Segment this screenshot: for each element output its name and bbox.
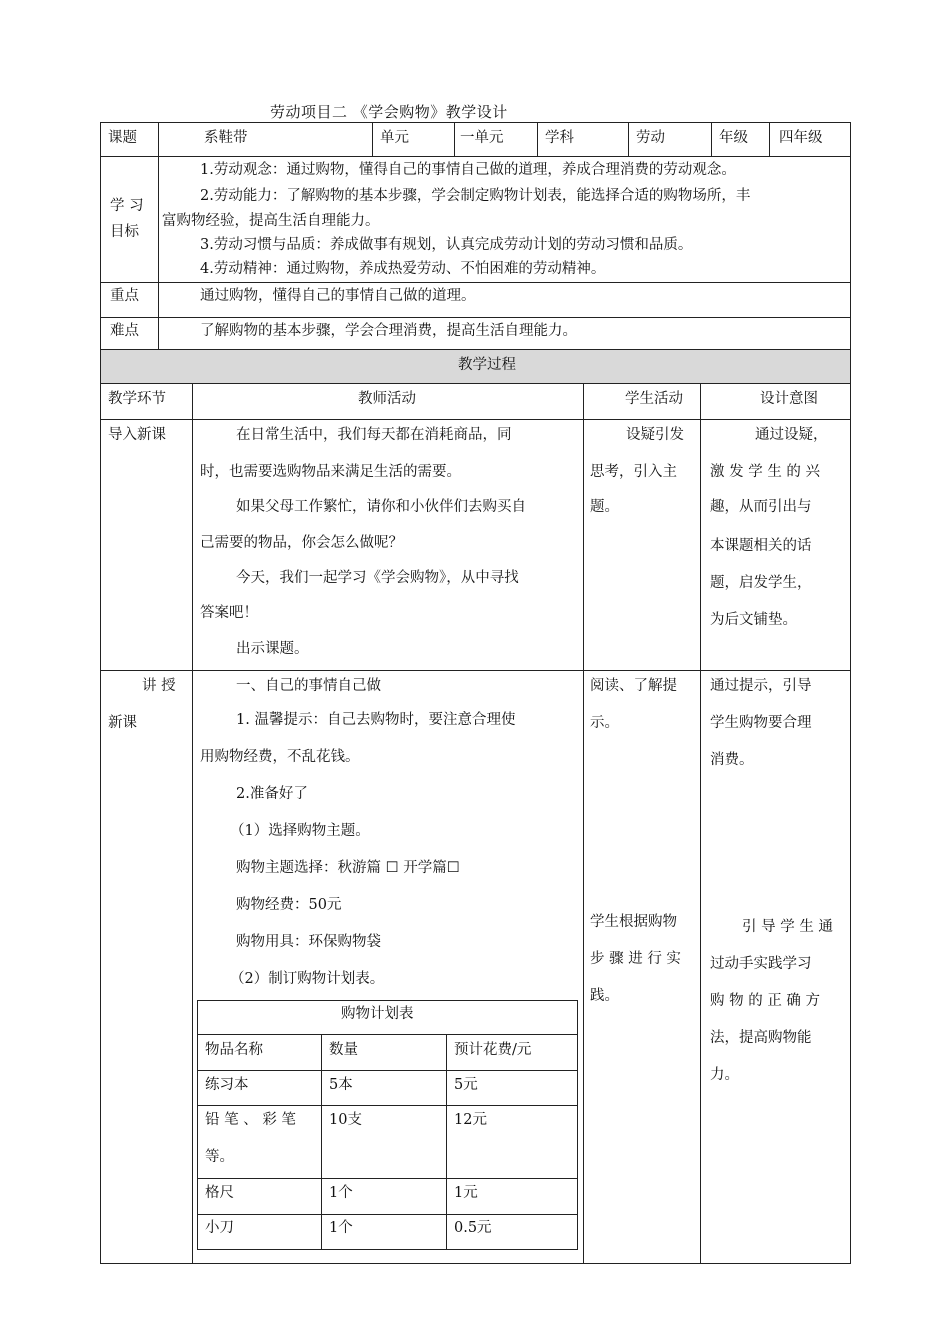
topic-label: 课题	[108, 130, 137, 146]
plan-item-name: 小刀	[205, 1220, 234, 1236]
grade-value: 四年级	[779, 130, 823, 146]
plan-item-name: 练习本	[205, 1077, 249, 1093]
new-lesson-stage-line2: 新课	[108, 715, 137, 731]
new-lesson-teacher-line: 用购物经费，不乱花钱。	[200, 749, 360, 765]
new-lesson-stage-line1: 讲 授	[142, 678, 176, 694]
intro-intent-line: 题，启发学生，	[710, 575, 812, 591]
new-lesson-teacher-line: 购物用具：环保购物袋	[236, 934, 381, 950]
new-lesson-student-line: 学生根据购物	[590, 914, 677, 930]
plan-item-qty: 10支	[329, 1112, 362, 1128]
info-row-cell-topic-value	[158, 122, 373, 157]
difficulty-text: 了解购物的基本步骤，学会合理消费，提高生活自理能力。	[200, 323, 577, 339]
new-lesson-teacher-line: 购物经费：50元	[236, 897, 342, 913]
new-lesson-intent-line: 学生购物要合理	[710, 715, 812, 731]
column-header-intent: 设计意图	[760, 391, 818, 407]
column-header-teacher: 教师活动	[358, 391, 416, 407]
column-header-student: 学生活动	[625, 391, 683, 407]
new-lesson-intent-line: 法，提高购物能	[710, 1030, 812, 1046]
objective-line: 富购物经验，提高生活自理能力。	[162, 213, 380, 229]
grade-label: 年级	[719, 130, 748, 146]
new-lesson-teacher-line: （1）选择购物主题。	[230, 823, 370, 839]
plan-item-cost: 5元	[454, 1077, 478, 1093]
new-lesson-teacher-line: 购物主题选择：秋游篇 ☐ 开学篇☐	[236, 860, 460, 876]
plan-item-name-line2: 等。	[205, 1149, 234, 1165]
plan-table-title: 购物计划表	[341, 1006, 414, 1022]
intro-teacher-line: 出示课题。	[236, 641, 309, 657]
objectives-label-cell	[100, 156, 159, 283]
document-title: 劳动项目二 《学会购物》教学设计	[270, 103, 508, 121]
plan-item-qty: 1个	[329, 1220, 353, 1236]
objective-line: 4.劳动精神：通过购物，养成热爱劳动、不怕困难的劳动精神。	[200, 261, 606, 277]
process-header: 教学过程	[458, 357, 516, 373]
plan-table-header-name: 物品名称	[205, 1042, 263, 1058]
plan-item-cost: 0.5元	[454, 1220, 492, 1236]
new-lesson-teacher-line: 一、自己的事情自己做	[236, 678, 381, 694]
new-lesson-intent-line: 力。	[710, 1067, 739, 1083]
objective-line: 1.劳动观念：通过购物，懂得自己的事情自己做的道理，养成合理消费的劳动观念。	[200, 162, 736, 178]
unit-value: 一单元	[460, 130, 504, 146]
topic-value: 系鞋带	[204, 130, 248, 146]
key-point-text: 通过购物，懂得自己的事情自己做的道理。	[200, 288, 476, 304]
new-lesson-intent-line: 引 导 学 生 通	[742, 919, 833, 935]
new-lesson-student-line: 步 骤 进 行 实	[590, 951, 681, 967]
plan-table-header-qty: 数量	[329, 1042, 358, 1058]
new-lesson-stage-cell	[100, 670, 193, 1264]
new-lesson-teacher-line: 1. 温馨提示：自己去购物时，要注意合理使	[236, 712, 516, 728]
intro-intent-line: 为后文铺垫。	[710, 612, 797, 628]
plan-item-cost: 1元	[454, 1185, 478, 1201]
intro-student-line: 思考，引入主	[590, 464, 677, 480]
unit-label: 单元	[380, 130, 409, 146]
new-lesson-intent-line: 通过提示，引导	[710, 678, 812, 694]
intro-student-line: 题。	[590, 499, 619, 515]
plan-item-name: 格尺	[205, 1185, 234, 1201]
intro-stage-cell	[100, 419, 193, 671]
intro-teacher-line: 时，也需要选购物品来满足生活的需要。	[200, 464, 461, 480]
intro-teacher-line: 在日常生活中，我们每天都在消耗商品，同	[236, 427, 512, 443]
intro-teacher-line: 今天，我们一起学习《学会购物》，从中寻找	[236, 570, 519, 586]
new-lesson-teacher-line: 2.准备好了	[236, 786, 308, 802]
intro-student-line: 设疑引发	[626, 427, 684, 443]
new-lesson-intent-line: 消费。	[710, 752, 754, 768]
new-lesson-student-line: 践。	[590, 988, 619, 1004]
plan-table-header-cost: 预计花费/元	[454, 1042, 532, 1058]
intro-intent-line: 通过设疑，	[755, 427, 828, 443]
objective-line: 3.劳动习惯与品质：养成做事有规划，认真完成劳动计划的劳动习惯和品质。	[200, 237, 693, 253]
objective-line: 2.劳动能力：了解购物的基本步骤，学会制定购物计划表，能选择合适的购物场所，丰	[200, 188, 751, 204]
intro-teacher-line: 如果父母工作繁忙，请你和小伙伴们去购买自	[236, 499, 526, 515]
key-point-label: 重点	[110, 288, 139, 304]
new-lesson-student-line: 阅读、了解提	[590, 678, 677, 694]
subject-value: 劳动	[636, 130, 665, 146]
new-lesson-intent-line: 过动手实践学习	[710, 956, 812, 972]
plan-item-qty: 1个	[329, 1185, 353, 1201]
plan-item-qty: 5本	[329, 1077, 353, 1093]
difficulty-label: 难点	[110, 323, 139, 339]
intro-intent-line: 本课题相关的话	[710, 538, 812, 554]
subject-label: 学科	[545, 130, 574, 146]
intro-teacher-line: 答案吧！	[200, 605, 258, 621]
new-lesson-student-line: 示。	[590, 715, 619, 731]
column-header-stage: 教学环节	[108, 391, 166, 407]
new-lesson-teacher-line: （2）制订购物计划表。	[230, 971, 385, 987]
intro-intent-line: 激 发 学 生 的 兴	[710, 464, 821, 480]
intro-student-cell	[583, 419, 701, 671]
plan-item-cost: 12元	[454, 1112, 487, 1128]
new-lesson-intent-line: 购 物 的 正 确 方	[710, 993, 821, 1009]
intro-intent-line: 趣，从而引出与	[710, 499, 812, 515]
objectives-label-line1: 学 习	[110, 198, 144, 214]
plan-item-name-line1: 铅 笔 、 彩 笔	[205, 1112, 296, 1128]
intro-teacher-line: 己需要的物品，你会怎么做呢？	[200, 535, 403, 551]
objectives-label-line2: 目标	[110, 224, 139, 240]
new-lesson-student-cell	[583, 670, 701, 1264]
intro-stage: 导入新课	[108, 427, 166, 443]
